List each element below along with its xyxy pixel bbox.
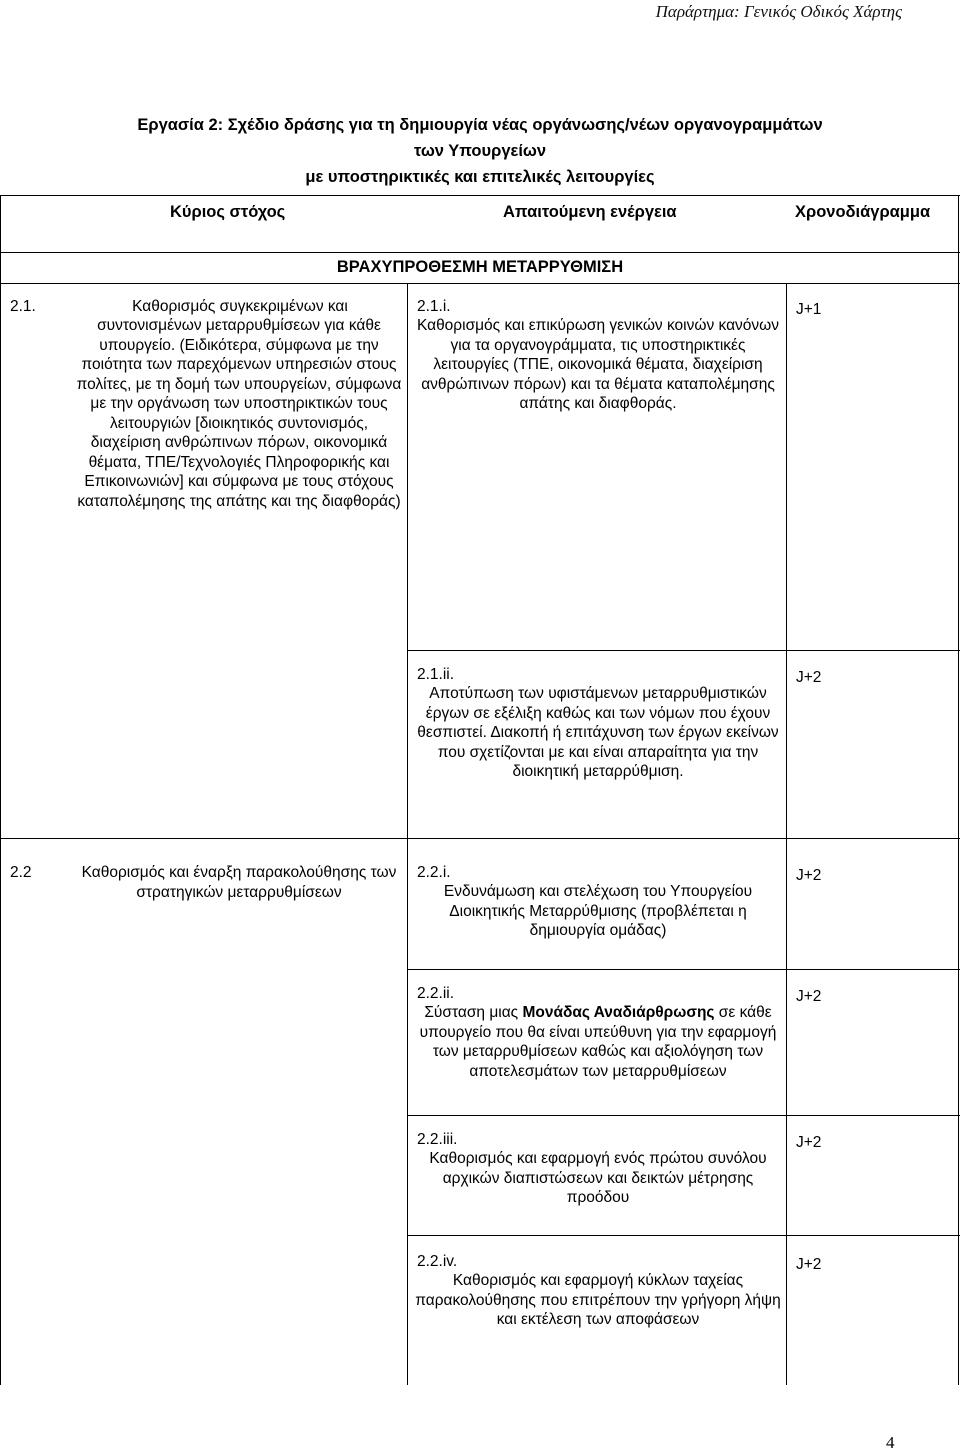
column-header-action: Απαιτούμενη ενέργεια — [503, 203, 677, 221]
restructuring-unit-emphasis: Μονάδας Αναδιάρθρωσης — [522, 1004, 715, 1021]
action-text-2-2-ii-pre: Σύσταση μιας — [424, 1004, 523, 1021]
action-code-2-2-iv: 2.2.iv. — [417, 1253, 458, 1270]
timeline-2-2-i: J+2 — [796, 867, 822, 884]
column-header-goal: Κύριος στόχος — [170, 203, 286, 221]
action-2-2-iii-bottom-rule — [407, 1235, 960, 1236]
action-text-2-2-ii — [413, 1003, 783, 1081]
goal-text-2-2: Καθορισμός και έναρξη παρακολούθησης των στρατηγικών μεταρρυθμίσεων — [81, 864, 397, 901]
action-code-2-2-i: 2.2.i. — [417, 864, 451, 881]
timeline-2-1-i: J+1 — [796, 301, 822, 318]
action-text-2-1-i: Καθορισμός και επικύρωση γενικών κοινών κανόνων για τα οργανογράμματα, τις υποστηρικτικές λειτουργίες (ΤΠΕ, οικονομικά θέματα, διαχείριση ανθρώπινων πόρων) και τα θέματα καταπολέμησης απάτης και διαφθοράς. — [416, 317, 780, 412]
table-border-top — [0, 195, 960, 196]
timeline-2-2-iii: J+2 — [796, 1134, 822, 1151]
action-text-2-2-iv: Καθορισμός και εφαρμογή κύκλων ταχείας παρακολούθησης που επιτρέπουν την γρήγορη λήψη και εκτέλεση των αποφάσεων — [415, 1272, 781, 1328]
action-code-2-1-i: 2.1.i. — [417, 298, 451, 315]
section-row-bottom-rule — [0, 283, 960, 284]
action-code-2-1-ii: 2.1.ii. — [417, 666, 455, 683]
task-title-line-3: με υποστηρικτικές και επιτελικές λειτουργίες — [305, 168, 655, 186]
timeline-2-2-ii: J+2 — [796, 988, 822, 1005]
section-row-top-rule — [0, 252, 960, 253]
goal-number-2-1: 2.1. — [10, 298, 36, 315]
section-title: ΒΡΑΧΥΠΡΟΘΕΣΜΗ ΜΕΤΑΡΡΥΘΜΙΣΗ — [336, 258, 624, 276]
action-text-2-2-iii: Καθορισμός και εφαρμογή ενός πρώτου συνόλου αρχικών διαπιστώσεων και δεικτών μέτρησης προόδου — [429, 1150, 767, 1206]
column-divider-goal-action — [407, 283, 408, 1385]
page-number: 4 — [886, 1433, 895, 1452]
column-headers — [0, 203, 960, 227]
task-title-line-1: Εργασία 2: Σχέδιο δράσης για τη δημιουργία νέας οργάνωσης/νέων οργανογραμμάτων — [137, 116, 823, 134]
column-header-timeline: Χρονοδιάγραμμα — [795, 203, 931, 221]
action-2-1-i-bottom-rule — [407, 650, 960, 651]
table-border-left — [0, 195, 1, 1385]
timeline-2-2-iv: J+2 — [796, 1256, 822, 1273]
running-header: Παράρτημα: Γενικός Οδικός Χάρτης — [655, 2, 902, 21]
action-2-2-ii-bottom-rule — [407, 1115, 960, 1116]
goal-text-2-1: συντονισμένων μεταρρυθμίσεων για κάθε υπουργείο. (Ειδικότερα, σύμφωνα με την ποιότητα των παρεχόμενων υπηρεσιών στους πολίτες, με τη δομή των υπουργείων, σύμφωνα με την οργάνωση των υποστηρικτικών τους λειτουργιών [διοικητικός συντονισμός, διαχείριση ανθρώπινων πόρων, οικονομικά θέματα, ΤΠΕ/Τεχνολογιές Πληροφορικής και Επικοινωνιών] και σύμφωνα με τους στόχους καταπολέμησης της απάτης και της διαφθοράς) — [76, 317, 402, 510]
task-title — [0, 112, 960, 190]
action-text-2-1-ii: Αποτύπωση των υφιστάμενων μεταρρυθμιστικών έργων σε εξέλιξη καθώς και των νόμων που έχουν θεσπιστεί. Διακοπή ή επιτάχυνση των έργων εκείνων που σχετίζονται με και είναι απαραίτητα για την διοικητική μεταρρύθμιση. — [417, 685, 779, 780]
timeline-2-1-ii: J+2 — [796, 669, 822, 686]
column-divider-action-timeline — [786, 283, 787, 1385]
task-title-line-2: των Υπουργείων — [413, 142, 547, 160]
goal-text-2-1-first-line: Καθορισμός συγκεκριμένων και — [132, 298, 348, 315]
goal-number-2-2: 2.2 — [10, 864, 32, 881]
action-code-2-2-ii: 2.2.ii. — [417, 985, 455, 1002]
action-text-2-2-ii-post: σε κάθε υπουργείο που θα είναι υπεύθυνη για την εφαρμογή των μεταρρυθμίσεων καθώς και αξιολόγηση των αποτελεσμάτων των μεταρρυθμίσεων — [419, 1004, 777, 1080]
row-2-1-bottom-rule — [0, 838, 960, 839]
action-2-2-i-bottom-rule — [407, 969, 960, 970]
action-code-2-2-iii: 2.2.iii. — [417, 1131, 458, 1148]
action-text-2-2-i: Ενδυνάμωση και στελέχωση του Υπουργείου Διοικητικής Μεταρρύθμισης (προβλέπεται η δημιουργία ομάδας) — [443, 883, 753, 939]
table-border-right — [958, 195, 959, 1385]
